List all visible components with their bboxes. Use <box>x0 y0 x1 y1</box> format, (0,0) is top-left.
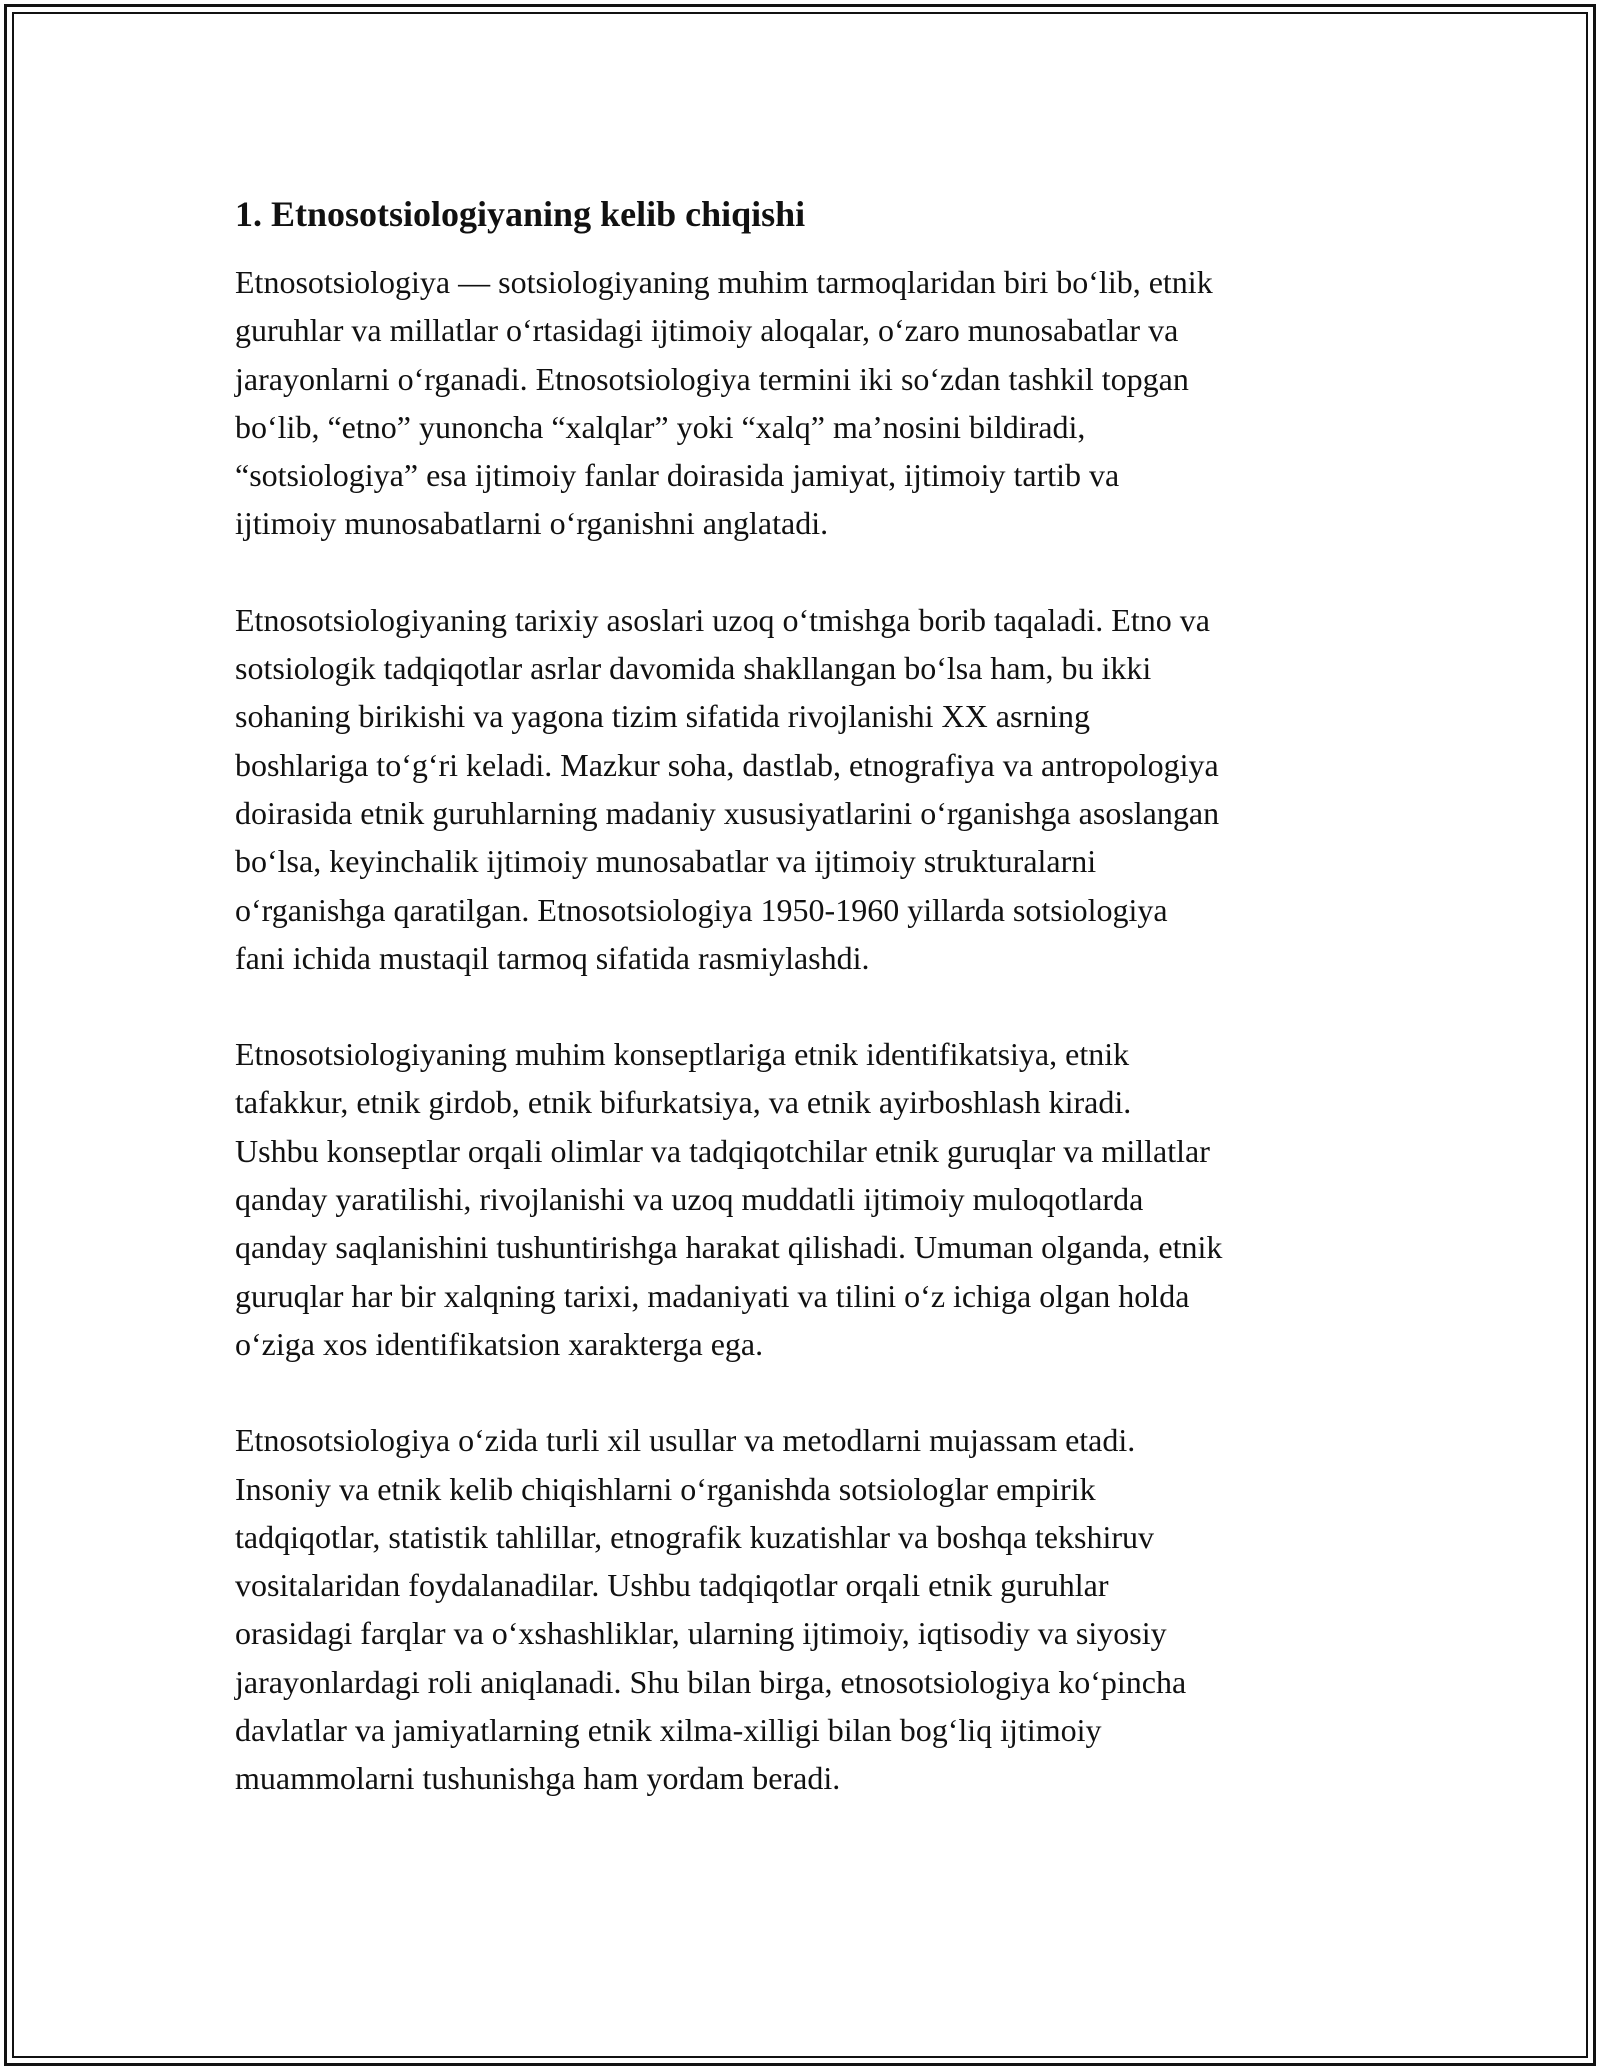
paragraph-2: Etnosotsiologiyaning tarixiy asoslari uzoq o‘tmishga borib taqaladi. Etno va sotsiologik tadqiqotlar asrlar davomida shakllangan bo‘lsa ham, bu ikki sohaning birikishi va yagona tizim sifatida rivojlanishi XX asrning boshlariga to‘g‘ri keladi. Mazkur soha, dastlab, etnografiya va antropologiya doirasida etnik guruhlarning madaniy xususiyatlarini o‘rganishga asoslangan bo‘lsa, keyinchalik ijtimoiy munosabatlar va ijtimoiy strukturalarni o‘rganishga qaratilgan. Etnosotsiologiya 1950-1960 yillarda sotsiologiya fani ichida mustaqil tarmoq sifatida rasmiylashdi. <box>235 601 1220 976</box>
paragraph-1: Etnosotsiologiya — sotsiologiyaning muhim tarmoqlaridan biri bo‘lib, etnik guruhlar va millatlar o‘rtasidagi ijtimoiy aloqalar, o‘zaro munosabatlar va jarayonlarni o‘rganadi. Etnosotsiologiya termini iki so‘zdan tashkil topgan bo‘lib, “etno” yunoncha “xalqlar” yoki “xalq” ma’nosini bildiradi, “sotsiologiya” esa ijtimoiy fanlar doirasida jamiyat, ijtimoiy tartib va ijtimoiy munosabatlarni o‘rganishni anglatadi. <box>235 264 1213 542</box>
paragraph-4: Etnosotsiologiya o‘zida turli xil usullar va metodlarni mujassam etadi. Insoniy va etnik kelib chiqishlarni o‘rganishda sotsiologlar empirik tadqiqotlar, statistik tahlillar, etnografik kuzatishlar va boshqa tekshiruv vositalaridan foydalanadilar. Ushbu tadqiqotlar orqali etnik guruhlar orasidagi farqlar va o‘xshashliklar, ularning ijtimoiy, iqtisodiy va siyosiy jarayonlardagi roli aniqlanadi. Shu bilan birga, etnosotsiologiya ko‘pincha davlatlar va jamiyatlarning etnik xilma-xilligi bilan bog‘liq ijtimoiy muammolarni tushunishga ham yordam beradi. <box>235 1422 1187 1797</box>
section-heading: 1. Etnosotsiologiyaning kelib chiqishi <box>235 194 806 234</box>
document-body <box>235 186 1375 1851</box>
paragraph-3: Etnosotsiologiyaning muhim konseptlariga etnik identifikatsiya, etnik tafakkur, etnik girdob, etnik bifurkatsiya, va etnik ayirboshlash kiradi. Ushbu konseptlar orqali olimlar va tadqiqotchilar etnik guruqlar va millatlar qanday yaratilishi, rivojlanishi va uzoq muddatli ijtimoiy muloqotlarda qanday saqlanishini tushuntirishga harakat qilishadi. Umuman olganda, etnik guruqlar har bir xalqning tarixi, madaniyati va tilini o‘z ichiga olgan holda o‘ziga xos identifikatsion xarakterga ega. <box>235 1036 1223 1362</box>
